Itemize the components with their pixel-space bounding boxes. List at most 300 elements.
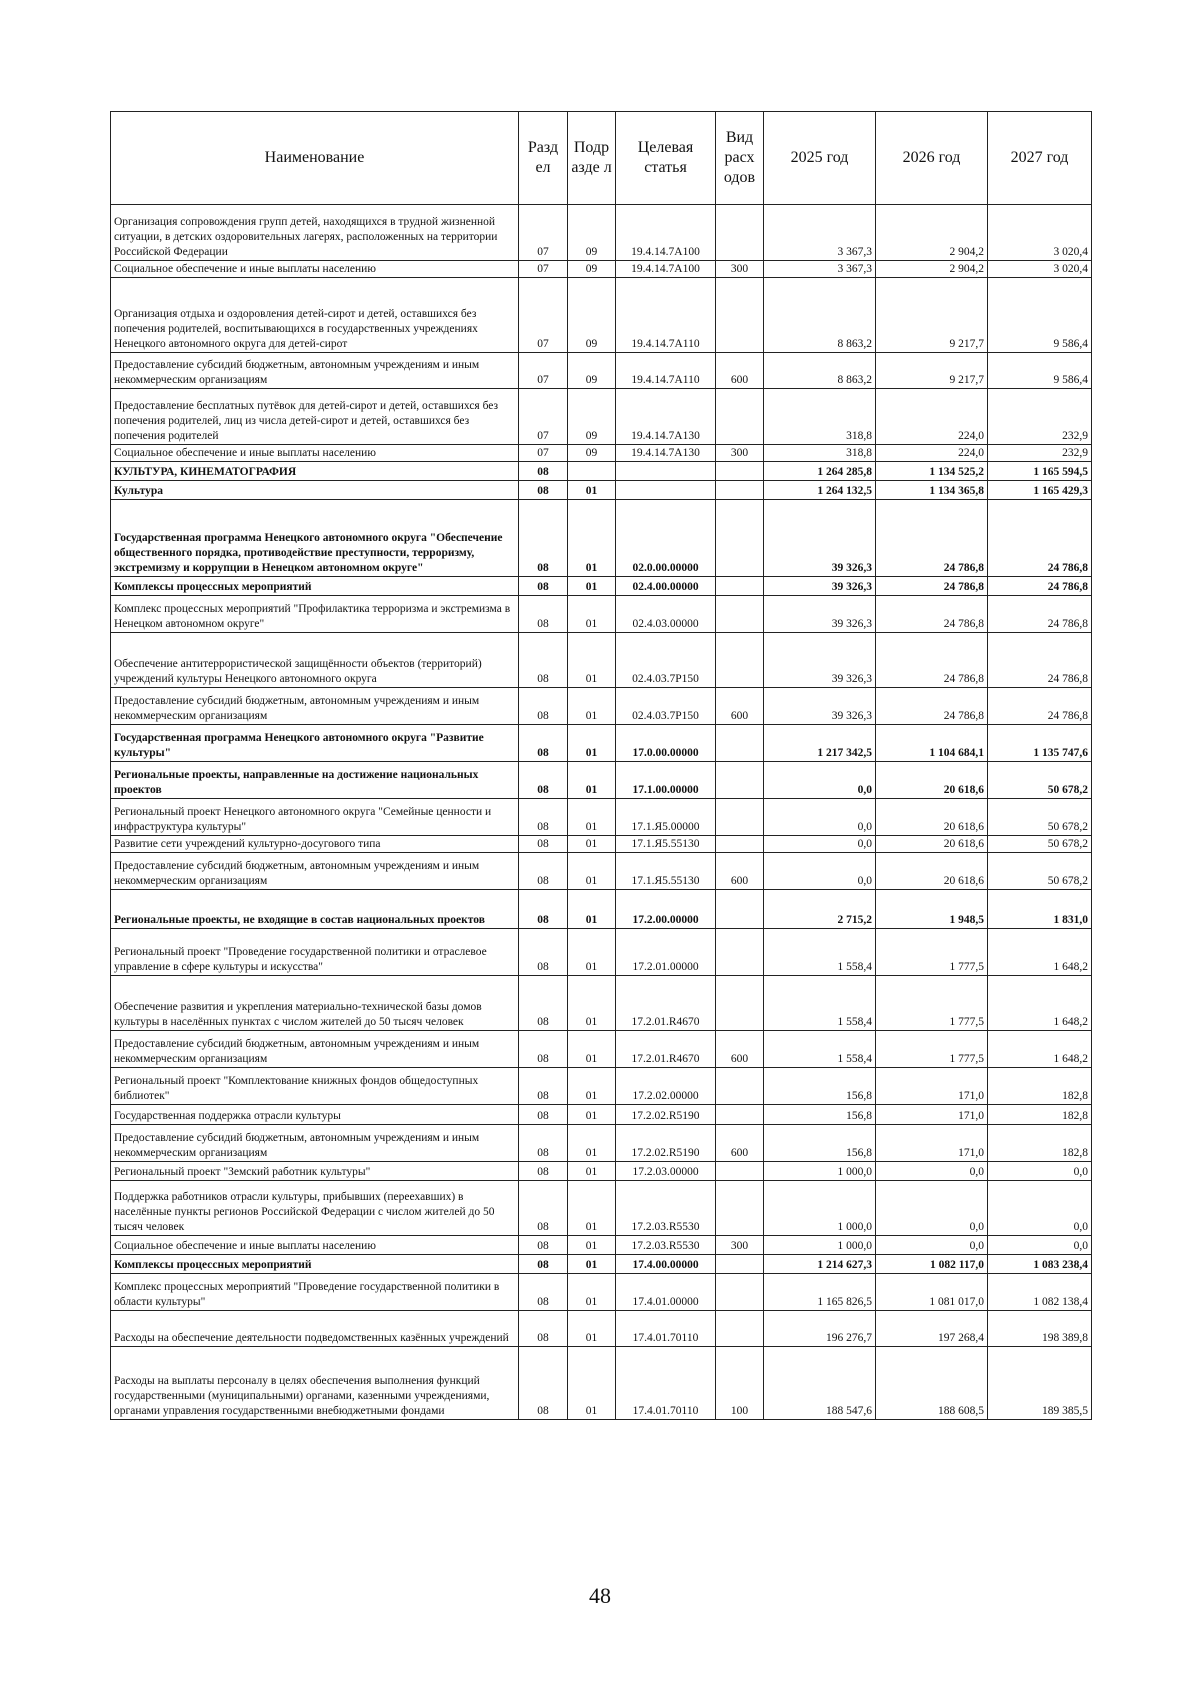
row-2027-cell: 0,0 [988,1236,1092,1255]
table-row [111,577,1092,596]
row-target-cell: 17.2.03.R5530 [616,1181,716,1236]
row-name-cell: Поддержка работников отрасли культуры, прибывших (переехавших) в населённые пункты регионов Российской Федерации с числом жителей до 50 тысяч человек [111,1181,519,1236]
row-2025-cell: 3 367,3 [764,261,876,278]
row-podrazdel-cell: 01 [568,725,616,762]
row-target-cell: 19.4.14.7А110 [616,353,716,389]
row-target-cell: 17.2.00.00000 [616,890,716,929]
row-podrazdel-cell: 09 [568,353,616,389]
table-row [111,1274,1092,1311]
row-2027-cell: 182,8 [988,1125,1092,1162]
row-podrazdel-cell: 01 [568,481,616,500]
row-podrazdel-cell: 09 [568,445,616,462]
row-name-cell: Региональный проект Ненецкого автономного округа "Семейные ценности и инфраструктура культуры" [111,799,519,836]
row-vid-cell [716,976,764,1031]
row-name-cell: Региональный проект "Земский работник культуры" [111,1162,519,1181]
row-razdel-cell: 08 [519,1068,568,1105]
table-row [111,762,1092,799]
table-row [111,1311,1092,1347]
row-vid-cell [716,596,764,633]
row-2026-cell: 1 134 365,8 [876,481,988,500]
row-vid-cell [716,1162,764,1181]
row-target-cell [616,481,716,500]
row-target-cell: 17.2.02.00000 [616,1068,716,1105]
row-razdel-cell: 08 [519,500,568,577]
row-podrazdel-cell: 01 [568,762,616,799]
row-podrazdel-cell: 09 [568,389,616,445]
row-razdel-cell: 08 [519,725,568,762]
row-name-cell: Комплекс процессных мероприятий "Профилактика терроризма и экстремизма в Ненецком автономном округе" [111,596,519,633]
row-podrazdel-cell: 01 [568,1068,616,1105]
row-vid-cell [716,278,764,353]
row-2026-cell: 1 777,5 [876,1031,988,1068]
header-year-2027: 2027 год [988,112,1092,205]
row-2025-cell: 1 000,0 [764,1236,876,1255]
table-row [111,799,1092,836]
row-target-cell: 19.4.14.7А100 [616,205,716,261]
row-vid-cell [716,205,764,261]
row-vid-cell [716,1255,764,1274]
row-2026-cell: 188 608,5 [876,1347,988,1420]
row-vid-cell [716,389,764,445]
table-row [111,278,1092,353]
row-2027-cell: 24 786,8 [988,688,1092,725]
row-2025-cell: 0,0 [764,836,876,853]
row-name-cell: Культура [111,481,519,500]
row-name-cell: Комплекс процессных мероприятий "Проведение государственной политики в области культуры" [111,1274,519,1311]
row-target-cell: 17.2.02.R5190 [616,1125,716,1162]
row-target-cell: 17.1.Я5.55130 [616,853,716,890]
row-vid-cell: 300 [716,261,764,278]
row-target-cell: 19.4.14.7А110 [616,278,716,353]
table-row [111,596,1092,633]
row-podrazdel-cell: 01 [568,1105,616,1125]
row-razdel-cell: 08 [519,929,568,976]
row-2026-cell: 224,0 [876,445,988,462]
row-podrazdel-cell: 01 [568,1162,616,1181]
row-2025-cell: 1 558,4 [764,1031,876,1068]
row-2026-cell: 1 134 525,2 [876,462,988,481]
row-2026-cell: 1 081 017,0 [876,1274,988,1311]
row-razdel-cell: 08 [519,1031,568,1068]
row-vid-cell [716,762,764,799]
row-2025-cell: 1 264 285,8 [764,462,876,481]
row-podrazdel-cell: 01 [568,976,616,1031]
row-razdel-cell: 08 [519,1162,568,1181]
row-name-cell: Обеспечение развития и укрепления материально-технической базы домов культуры в населённых пунктах с числом жителей до 50 тысяч человек [111,976,519,1031]
row-2027-cell: 1 082 138,4 [988,1274,1092,1311]
row-2026-cell: 171,0 [876,1068,988,1105]
row-2026-cell: 2 904,2 [876,205,988,261]
row-2027-cell: 24 786,8 [988,500,1092,577]
row-name-cell: Предоставление субсидий бюджетным, автономным учреждениям и иным некоммерческим организациям [111,1125,519,1162]
row-podrazdel-cell: 01 [568,688,616,725]
row-target-cell: 17.2.02.R5190 [616,1105,716,1125]
row-2026-cell: 20 618,6 [876,836,988,853]
table-row [111,1031,1092,1068]
row-vid-cell [716,1311,764,1347]
table-body [111,205,1092,1420]
row-target-cell: 19.4.14.7А130 [616,445,716,462]
row-2025-cell: 318,8 [764,389,876,445]
row-2027-cell: 1 648,2 [988,929,1092,976]
row-podrazdel-cell: 01 [568,500,616,577]
row-2027-cell: 24 786,8 [988,596,1092,633]
table-row [111,1181,1092,1236]
row-podrazdel-cell: 01 [568,633,616,688]
row-target-cell: 02.4.00.00000 [616,577,716,596]
row-2025-cell: 188 547,6 [764,1347,876,1420]
row-razdel-cell: 08 [519,799,568,836]
row-podrazdel-cell: 01 [568,853,616,890]
table-row [111,500,1092,577]
row-podrazdel-cell: 01 [568,1347,616,1420]
row-2026-cell: 20 618,6 [876,762,988,799]
row-2026-cell: 20 618,6 [876,853,988,890]
row-2025-cell: 0,0 [764,762,876,799]
row-target-cell: 17.4.00.00000 [616,1255,716,1274]
row-target-cell: 19.4.14.7А100 [616,261,716,278]
row-razdel-cell: 07 [519,389,568,445]
row-target-cell: 17.1.Я5.55130 [616,836,716,853]
row-podrazdel-cell: 09 [568,278,616,353]
row-razdel-cell: 08 [519,853,568,890]
table-row [111,725,1092,762]
row-razdel-cell: 08 [519,481,568,500]
row-vid-cell [716,481,764,500]
row-2025-cell: 1 165 826,5 [764,1274,876,1311]
header-year-2026: 2026 год [876,112,988,205]
row-2026-cell: 9 217,7 [876,278,988,353]
row-target-cell: 02.0.00.00000 [616,500,716,577]
header-razdel: Разд ел [519,112,568,205]
row-name-cell: Предоставление субсидий бюджетным, автономным учреждениям и иным некоммерческим организациям [111,688,519,725]
row-2027-cell: 50 678,2 [988,762,1092,799]
row-name-cell: Предоставление субсидий бюджетным, автономным учреждениям и иным некоммерческим организациям [111,853,519,890]
row-2026-cell: 171,0 [876,1105,988,1125]
row-vid-cell [716,799,764,836]
row-podrazdel-cell: 01 [568,1181,616,1236]
row-2027-cell: 3 020,4 [988,261,1092,278]
row-2026-cell: 1 777,5 [876,929,988,976]
row-2027-cell: 232,9 [988,389,1092,445]
row-2027-cell: 1 165 429,3 [988,481,1092,500]
row-razdel-cell: 07 [519,205,568,261]
row-razdel-cell: 08 [519,1347,568,1420]
row-2027-cell: 0,0 [988,1162,1092,1181]
row-name-cell: Расходы на выплаты персоналу в целях обеспечения выполнения функций государственными (муниципальными) органами, казенными учреждениями, органами управления государственными внебюджетными фондами [111,1347,519,1420]
header-vid: Вид расх одов [716,112,764,205]
row-vid-cell [716,500,764,577]
row-name-cell: КУЛЬТУРА, КИНЕМАТОГРАФИЯ [111,462,519,481]
row-name-cell: Обеспечение антитеррористической защищённости объектов (территорий) учреждений культуры Ненецкого автономного округа [111,633,519,688]
row-2027-cell: 1 648,2 [988,1031,1092,1068]
row-vid-cell: 600 [716,688,764,725]
row-podrazdel-cell: 09 [568,261,616,278]
table-row [111,976,1092,1031]
row-2027-cell: 50 678,2 [988,853,1092,890]
table-row [111,353,1092,389]
row-2026-cell: 24 786,8 [876,577,988,596]
row-razdel-cell: 08 [519,596,568,633]
row-name-cell: Предоставление субсидий бюджетным, автономным учреждениям и иным некоммерческим организациям [111,353,519,389]
header-name: Наименование [111,112,519,205]
row-name-cell: Региональный проект "Комплектование книжных фондов общедоступных библиотек" [111,1068,519,1105]
row-2027-cell: 232,9 [988,445,1092,462]
table-row [111,261,1092,278]
table-row [111,1105,1092,1125]
row-2025-cell: 8 863,2 [764,353,876,389]
row-2026-cell: 0,0 [876,1181,988,1236]
table-row [111,1125,1092,1162]
row-name-cell: Региональные проекты, не входящие в состав национальных проектов [111,890,519,929]
row-2025-cell: 39 326,3 [764,596,876,633]
row-vid-cell [716,462,764,481]
row-2027-cell: 24 786,8 [988,577,1092,596]
row-razdel-cell: 08 [519,1181,568,1236]
row-2025-cell: 1 558,4 [764,929,876,976]
table-row [111,1236,1092,1255]
row-2026-cell: 24 786,8 [876,633,988,688]
header-podrazdel: Подр азде л [568,112,616,205]
row-2026-cell: 1 104 684,1 [876,725,988,762]
table-row [111,1347,1092,1420]
row-2026-cell: 0,0 [876,1162,988,1181]
row-vid-cell [716,725,764,762]
row-target-cell: 17.4.01.70110 [616,1347,716,1420]
row-2026-cell: 9 217,7 [876,353,988,389]
row-razdel-cell: 08 [519,688,568,725]
row-2025-cell: 156,8 [764,1105,876,1125]
row-razdel-cell: 07 [519,278,568,353]
row-podrazdel-cell: 01 [568,836,616,853]
row-target-cell: 17.2.01.R4670 [616,976,716,1031]
table-row [111,445,1092,462]
table-row [111,890,1092,929]
row-vid-cell [716,1274,764,1311]
row-2025-cell: 39 326,3 [764,577,876,596]
row-podrazdel-cell: 01 [568,577,616,596]
row-vid-cell [716,577,764,596]
row-razdel-cell: 08 [519,1105,568,1125]
row-razdel-cell: 08 [519,976,568,1031]
row-vid-cell: 300 [716,1236,764,1255]
row-razdel-cell: 07 [519,261,568,278]
row-2027-cell: 24 786,8 [988,633,1092,688]
table-row [111,462,1092,481]
row-2025-cell: 39 326,3 [764,633,876,688]
table-row [111,688,1092,725]
row-target-cell: 17.4.01.00000 [616,1274,716,1311]
row-vid-cell [716,1105,764,1125]
row-target-cell: 17.2.03.R5530 [616,1236,716,1255]
row-razdel-cell: 07 [519,445,568,462]
row-name-cell: Организация отдыха и оздоровления детей-сирот и детей, оставшихся без попечения родителей, воспитывающихся в государственных учреждениях Ненецкого автономного округа для детей-сирот [111,278,519,353]
row-razdel-cell: 08 [519,577,568,596]
row-2026-cell: 24 786,8 [876,500,988,577]
budget-table [110,111,1092,1420]
row-2027-cell: 3 020,4 [988,205,1092,261]
row-target-cell: 02.4.03.7Р150 [616,688,716,725]
row-2027-cell: 9 586,4 [988,278,1092,353]
row-name-cell: Расходы на обеспечение деятельности подведомственных казённых учреждений [111,1311,519,1347]
row-podrazdel-cell: 01 [568,1031,616,1068]
row-2027-cell: 50 678,2 [988,799,1092,836]
row-razdel-cell: 08 [519,1255,568,1274]
row-vid-cell: 600 [716,353,764,389]
row-target-cell: 19.4.14.7А130 [616,389,716,445]
row-2025-cell: 156,8 [764,1068,876,1105]
row-2025-cell: 1 264 132,5 [764,481,876,500]
row-2025-cell: 318,8 [764,445,876,462]
row-2026-cell: 1 082 117,0 [876,1255,988,1274]
row-target-cell: 17.2.01.R4670 [616,1031,716,1068]
row-name-cell: Предоставление бесплатных путёвок для детей-сирот и детей, оставшихся без попечения родителей, лиц из числа детей-сирот и детей, оставшихся без попечения родителей [111,389,519,445]
row-razdel-cell: 08 [519,1274,568,1311]
row-name-cell: Предоставление субсидий бюджетным, автономным учреждениям и иным некоммерческим организациям [111,1031,519,1068]
row-name-cell: Социальное обеспечение и иные выплаты населению [111,261,519,278]
row-2025-cell: 0,0 [764,853,876,890]
table-row [111,853,1092,890]
table-row [111,836,1092,853]
header-year-2025: 2025 год [764,112,876,205]
row-2026-cell: 24 786,8 [876,596,988,633]
row-name-cell: Организация сопровождения групп детей, находящихся в трудной жизненной ситуации, в детских оздоровительных лагерях, расположенных на территории Российской Федерации [111,205,519,261]
row-2026-cell: 171,0 [876,1125,988,1162]
row-target-cell: 02.4.03.7Р150 [616,633,716,688]
row-2027-cell: 50 678,2 [988,836,1092,853]
row-2025-cell: 8 863,2 [764,278,876,353]
row-razdel-cell: 08 [519,1236,568,1255]
row-2027-cell: 182,8 [988,1105,1092,1125]
row-podrazdel-cell: 01 [568,799,616,836]
row-name-cell: Государственная программа Ненецкого автономного округа "Развитие культуры" [111,725,519,762]
row-name-cell: Региональные проекты, направленные на достижение национальных проектов [111,762,519,799]
row-vid-cell [716,1181,764,1236]
row-target-cell: 17.1.Я5.00000 [616,799,716,836]
row-name-cell: Государственная поддержка отрасли культуры [111,1105,519,1125]
row-name-cell: Региональный проект "Проведение государственной политики и отраслевое управление в сфере культуры и искусства" [111,929,519,976]
row-razdel-cell: 07 [519,353,568,389]
row-vid-cell: 600 [716,1031,764,1068]
row-razdel-cell: 08 [519,890,568,929]
row-2026-cell: 1 777,5 [876,976,988,1031]
row-2027-cell: 1 165 594,5 [988,462,1092,481]
row-2027-cell: 1 135 747,6 [988,725,1092,762]
row-2027-cell: 189 385,5 [988,1347,1092,1420]
row-vid-cell [716,1068,764,1105]
table-row [111,389,1092,445]
row-podrazdel-cell: 01 [568,1274,616,1311]
row-razdel-cell: 08 [519,836,568,853]
row-2025-cell: 1 214 627,3 [764,1255,876,1274]
row-vid-cell [716,836,764,853]
row-2025-cell: 39 326,3 [764,688,876,725]
row-2025-cell: 1 000,0 [764,1181,876,1236]
table-row [111,1162,1092,1181]
row-podrazdel-cell [568,462,616,481]
row-vid-cell [716,633,764,688]
row-podrazdel-cell: 01 [568,890,616,929]
row-name-cell: Социальное обеспечение и иные выплаты населению [111,1236,519,1255]
row-razdel-cell: 08 [519,1311,568,1347]
row-razdel-cell: 08 [519,633,568,688]
table-header-row [111,112,1092,205]
row-2025-cell: 0,0 [764,799,876,836]
row-name-cell: Развитие сети учреждений культурно-досугового типа [111,836,519,853]
row-2025-cell: 39 326,3 [764,500,876,577]
row-name-cell: Комплексы процессных мероприятий [111,577,519,596]
row-2026-cell: 224,0 [876,389,988,445]
row-target-cell: 17.2.03.00000 [616,1162,716,1181]
row-2025-cell: 3 367,3 [764,205,876,261]
row-2026-cell: 1 948,5 [876,890,988,929]
row-2025-cell: 1 217 342,5 [764,725,876,762]
row-2027-cell: 0,0 [988,1181,1092,1236]
row-vid-cell [716,890,764,929]
row-2026-cell: 24 786,8 [876,688,988,725]
row-2027-cell: 1 083 238,4 [988,1255,1092,1274]
table-row [111,929,1092,976]
table-row [111,481,1092,500]
row-2026-cell: 20 618,6 [876,799,988,836]
row-vid-cell: 300 [716,445,764,462]
table-row [111,205,1092,261]
row-2025-cell: 2 715,2 [764,890,876,929]
row-target-cell: 17.0.00.00000 [616,725,716,762]
row-podrazdel-cell: 09 [568,205,616,261]
row-2027-cell: 182,8 [988,1068,1092,1105]
row-2027-cell: 9 586,4 [988,353,1092,389]
row-podrazdel-cell: 01 [568,1311,616,1347]
row-podrazdel-cell: 01 [568,596,616,633]
row-podrazdel-cell: 01 [568,1255,616,1274]
row-2025-cell: 1 558,4 [764,976,876,1031]
row-target-cell: 17.1.00.00000 [616,762,716,799]
row-2026-cell: 2 904,2 [876,261,988,278]
row-vid-cell [716,929,764,976]
row-2025-cell: 196 276,7 [764,1311,876,1347]
table-row [111,1068,1092,1105]
row-target-cell [616,462,716,481]
row-2025-cell: 156,8 [764,1125,876,1162]
row-2025-cell: 1 000,0 [764,1162,876,1181]
table-row [111,633,1092,688]
row-2027-cell: 1 648,2 [988,976,1092,1031]
row-2027-cell: 1 831,0 [988,890,1092,929]
row-name-cell: Государственная программа Ненецкого автономного округа "Обеспечение общественного порядка, противодействие преступности, терроризму, экстремизму и коррупции в Ненецком автономном округе" [111,500,519,577]
table-row [111,1255,1092,1274]
row-vid-cell: 100 [716,1347,764,1420]
row-name-cell: Социальное обеспечение и иные выплаты населению [111,445,519,462]
row-vid-cell: 600 [716,1125,764,1162]
row-target-cell: 17.2.01.00000 [616,929,716,976]
page-number: 48 [589,1583,611,1608]
row-target-cell: 17.4.01.70110 [616,1311,716,1347]
row-podrazdel-cell: 01 [568,929,616,976]
row-razdel-cell: 08 [519,1125,568,1162]
row-razdel-cell: 08 [519,762,568,799]
row-name-cell: Комплексы процессных мероприятий [111,1255,519,1274]
row-2026-cell: 197 268,4 [876,1311,988,1347]
row-podrazdel-cell: 01 [568,1125,616,1162]
row-podrazdel-cell: 01 [568,1236,616,1255]
row-2027-cell: 198 389,8 [988,1311,1092,1347]
row-razdel-cell: 08 [519,462,568,481]
header-target: Целевая статья [616,112,716,205]
row-target-cell: 02.4.03.00000 [616,596,716,633]
row-vid-cell: 600 [716,853,764,890]
row-2026-cell: 0,0 [876,1236,988,1255]
